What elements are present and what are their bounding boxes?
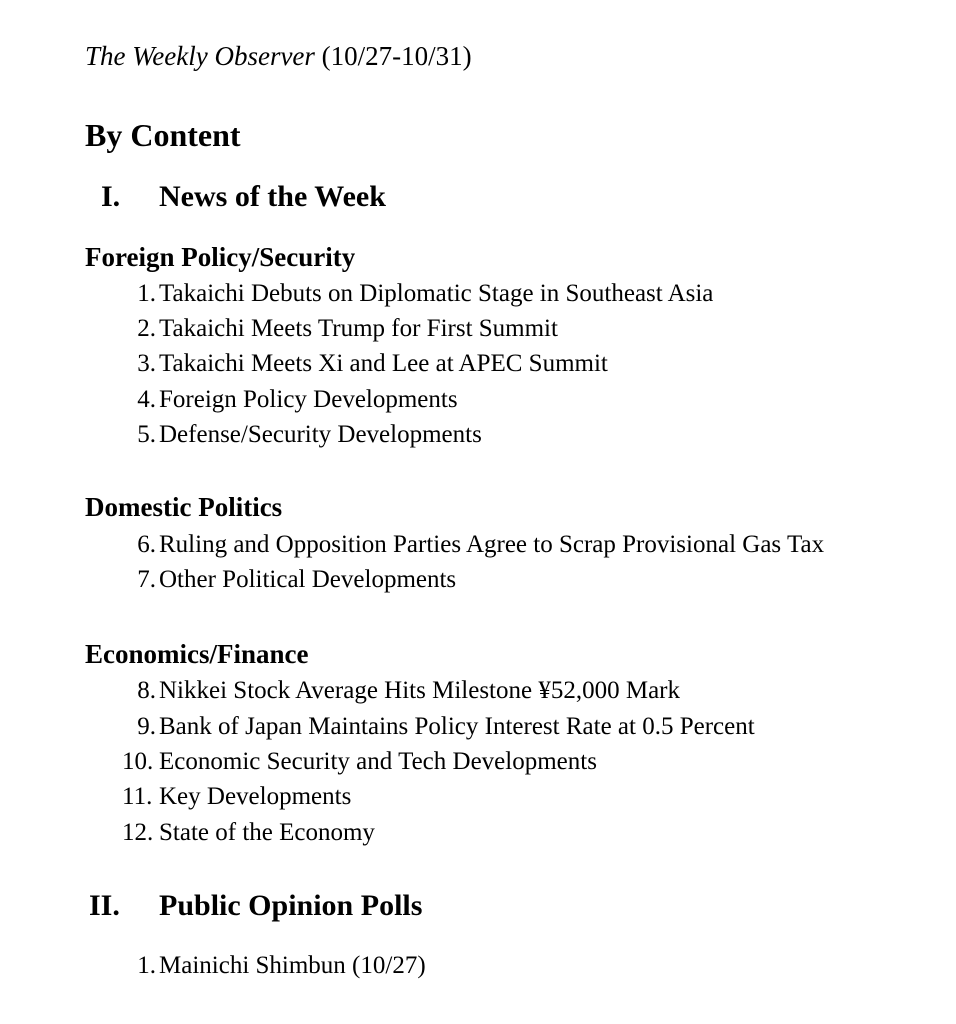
section-title: News of the Week — [159, 180, 386, 213]
list-item[interactable] — [122, 781, 882, 813]
list-item[interactable] — [122, 817, 882, 849]
list-item[interactable] — [122, 313, 882, 345]
list-item[interactable] — [122, 950, 882, 982]
section-news-heading — [101, 178, 501, 216]
item-number: 5. — [137, 421, 156, 448]
list-item[interactable] — [122, 384, 882, 416]
category-economics-finance: Economics/Finance — [85, 639, 309, 669]
item-text: Other Political Developments — [159, 566, 457, 593]
item-text: Bank of Japan Maintains Policy Interest Rate at 0.5 Percent — [159, 713, 755, 740]
item-text: Foreign Policy Developments — [159, 386, 458, 413]
by-content-heading: By Content — [85, 117, 241, 153]
list-item[interactable] — [122, 564, 882, 596]
item-text: Takaichi Meets Xi and Lee at APEC Summit — [159, 350, 608, 377]
item-text: State of the Economy — [159, 819, 375, 846]
list-item[interactable] — [122, 278, 882, 310]
list-item[interactable] — [122, 419, 882, 451]
item-text: Economic Security and Tech Developments — [159, 748, 597, 775]
item-text: Ruling and Opposition Parties Agree to Scrap Provisional Gas Tax — [159, 531, 825, 558]
item-number: 10. — [122, 748, 154, 775]
item-number: 8. — [137, 677, 156, 704]
item-number: 1. — [137, 280, 156, 307]
section-polls-heading — [89, 887, 509, 925]
item-text: Key Developments — [159, 783, 352, 810]
item-number: 3. — [137, 350, 156, 377]
item-text: Takaichi Meets Trump for First Summit — [159, 315, 558, 342]
category-foreign-policy: Foreign Policy/Security — [85, 242, 356, 272]
list-item[interactable] — [122, 348, 882, 380]
list-item[interactable] — [122, 675, 882, 707]
list-item[interactable] — [122, 711, 882, 743]
item-text: Mainichi Shimbun (10/27) — [159, 952, 426, 979]
section-number: I. — [101, 180, 121, 213]
item-number: 11. — [122, 783, 153, 810]
item-number: 7. — [137, 566, 156, 593]
item-number: 1. — [137, 952, 156, 979]
list-item[interactable] — [122, 746, 882, 778]
date-range: (10/27-10/31) — [321, 41, 472, 71]
section-title: Public Opinion Polls — [159, 889, 423, 922]
category-domestic-politics: Domestic Politics — [85, 492, 283, 522]
item-number: 12. — [122, 819, 154, 846]
item-text: Nikkei Stock Average Hits Milestone ¥52,000 Mark — [159, 677, 680, 704]
publication-name: The Weekly Observer — [85, 41, 315, 71]
list-item[interactable] — [122, 529, 922, 561]
item-number: 4. — [137, 386, 156, 413]
item-text: Defense/Security Developments — [159, 421, 482, 448]
document-title — [85, 38, 472, 74]
item-number: 2. — [137, 315, 156, 342]
section-number: II. — [89, 889, 120, 922]
item-number: 6. — [137, 531, 156, 558]
item-number: 9. — [137, 713, 156, 740]
item-text: Takaichi Debuts on Diplomatic Stage in Southeast Asia — [159, 280, 714, 307]
